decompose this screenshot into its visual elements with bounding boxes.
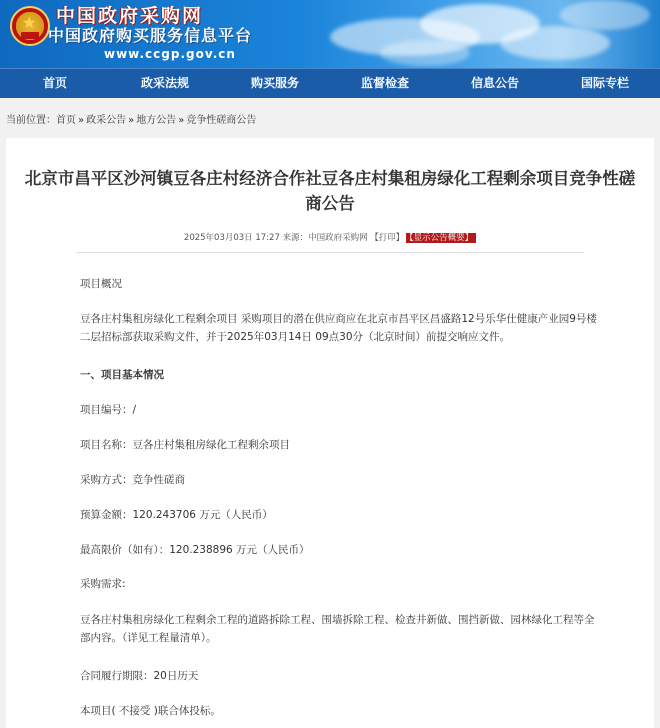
site-subtitle: 中国政府购买服务信息平台 <box>48 26 253 45</box>
show-summary-button[interactable]: 【显示公告概要】 <box>406 233 476 243</box>
procurement-requirements-text: 豆各庄村集租房绿化工程剩余工程的道路拆除工程、围墙拆除工程、检查井新做、围挡新做、园林绿化工程等全部内容。（详见工程量清单）。 <box>80 614 595 644</box>
article-meta <box>6 232 654 244</box>
article-title: 北京市昌平区沙河镇豆各庄村经济合作社豆各庄村集租房绿化工程剩余项目竞争性磋商公告 <box>24 169 636 213</box>
nav-item-home[interactable]: 首页 <box>42 76 67 90</box>
breadcrumb-separator: » <box>128 115 135 126</box>
breadcrumb-local-notices[interactable]: 地方公告 <box>136 115 177 126</box>
price-ceiling: 最高限价（如有）：120.238896 万元（人民币） <box>80 544 310 556</box>
budget-amount: 预算金额：120.243706 万元（人民币） <box>80 509 273 521</box>
project-name: 项目名称：豆各庄村集租房绿化工程剩余项目 <box>80 439 290 451</box>
divider <box>76 252 584 253</box>
breadcrumb <box>6 114 256 128</box>
national-emblem-icon: ★ <box>10 6 50 46</box>
cloud-decoration <box>500 26 610 60</box>
procurement-requirements-label: 采购需求: <box>80 578 126 590</box>
breadcrumb-procurement-notices[interactable]: 政采公告 <box>86 115 127 126</box>
site-name[interactable]: 中国政府采购网 <box>56 5 204 27</box>
site-url: www.ccgp.gov.cn <box>104 47 236 61</box>
main-nav <box>0 68 660 98</box>
breadcrumb-consultation-notices[interactable]: 竞争性磋商公告 <box>186 115 257 126</box>
project-number: 项目编号：/ <box>80 404 137 416</box>
section-heading-basic-info: 一、项目基本情况 <box>80 369 164 381</box>
contract-period: 合同履行期限：20日历天 <box>80 670 199 682</box>
nav-item-purchase-services[interactable]: 购买服务 <box>250 76 299 90</box>
header-banner <box>0 0 660 68</box>
article-card <box>6 138 654 728</box>
article-source: 来源：中国政府采购网 <box>282 233 368 243</box>
cloud-decoration <box>380 40 470 66</box>
nav-item-regulations[interactable]: 政采法规 <box>140 76 189 90</box>
paragraph-overview-text: 豆各庄村集租房绿化工程剩余项目 采购项目的潜在供应商应在北京市昌平区昌盛路12号乐华仕健康产业园9号楼二层招标部获取采购文件，并于2025年03月14日 09点30分（北京时间）前提交响应文件。 <box>80 313 597 343</box>
nav-item-announcements[interactable]: 信息公告 <box>470 76 519 90</box>
nav-item-supervision[interactable]: 监督检查 <box>360 76 409 90</box>
publish-date: 2025年03月03日 17:27 <box>183 233 280 243</box>
breadcrumb-separator: » <box>178 115 185 126</box>
cloud-decoration <box>560 0 650 30</box>
procurement-method: 采购方式：竞争性磋商 <box>80 474 185 486</box>
consortium-bidding: 本项目( 不接受 )联合体投标。 <box>80 705 221 717</box>
breadcrumb-separator: » <box>78 115 85 126</box>
print-link[interactable]: 【打印】 <box>370 233 405 243</box>
breadcrumb-home[interactable]: 首页 <box>56 115 76 126</box>
nav-item-international[interactable]: 国际专栏 <box>580 76 629 90</box>
breadcrumb-prefix: 当前位置： <box>6 115 56 126</box>
paragraph-overview-heading: 项目概况 <box>80 278 122 290</box>
